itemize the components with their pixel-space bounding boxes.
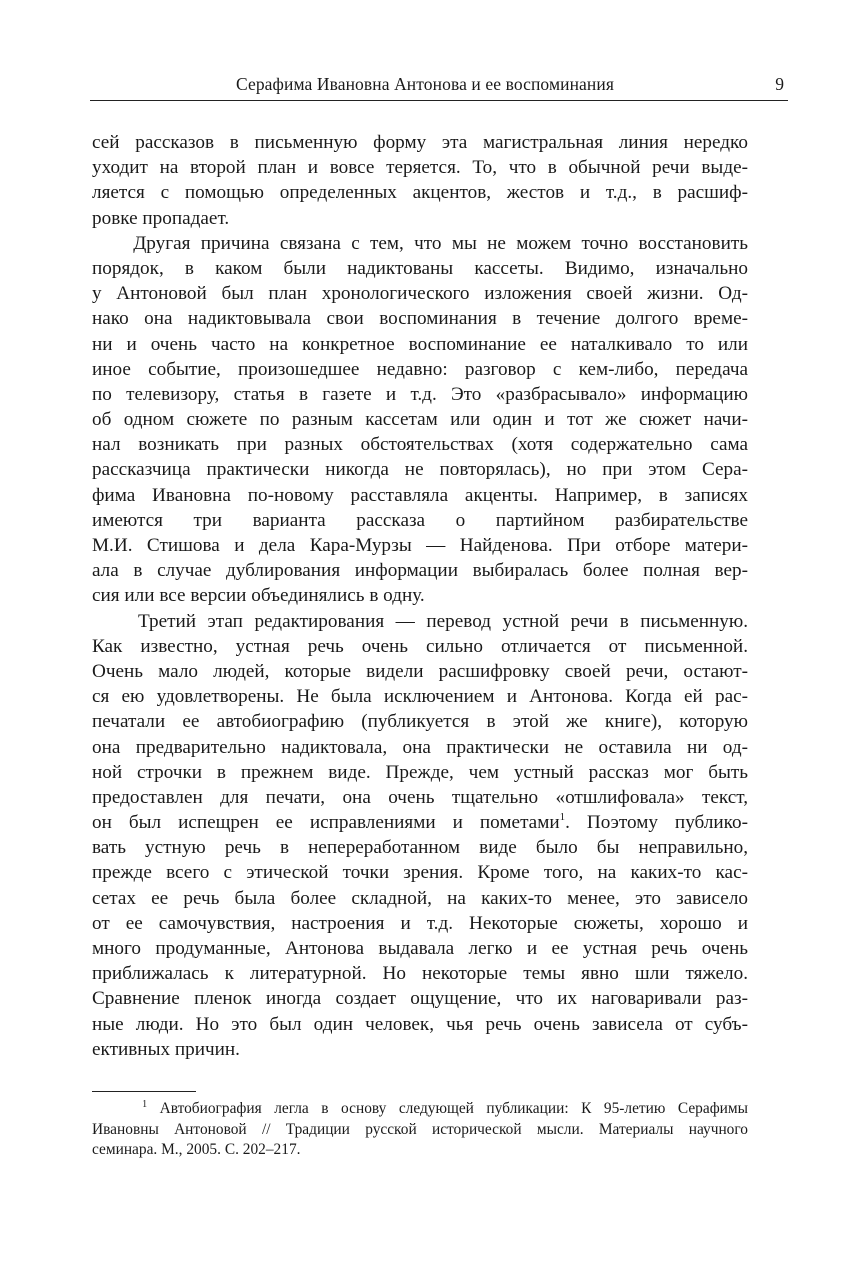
text-line: об одном сюжете по разным кассетам или один и тот же сюжет начи-: [92, 409, 748, 431]
text-line: по телевизору, статья в газете и т.д. Это «разбрасывало» информацию: [92, 383, 748, 405]
text-line: у Антоновой был план хронологического изложения своей жизни. Од-: [92, 283, 748, 305]
text-line: Как известно, устная речь очень сильно отличается от письменной.: [92, 635, 748, 657]
text-line: М.И. Стишова и дела Кара-Мурзы — Найденова. При отборе матери-: [92, 535, 748, 556]
text-line: сетах ее речь была более складной, на каких-то менее, это зависело: [92, 887, 748, 909]
text-line: ни и очень часто на конкретное воспоминание ее наталкивало то или: [92, 333, 748, 355]
text-line: сей рассказов в письменную форму эта магистральная линия нередко: [92, 132, 748, 153]
text-segment: он был испещрен ее исправлениями и пометами: [92, 812, 560, 834]
footnote-line: [92, 1099, 748, 1120]
text-line: она предварительно надиктовала, она практически не оставила ни од-: [92, 736, 748, 758]
text-line: прежде всего с этической точки зрения. Кроме того, на каких-то кас-: [92, 862, 748, 884]
text-segment: . Поэтому публико-: [565, 812, 748, 834]
text-line-with-footnote-ref: [92, 810, 748, 835]
text-line: ные люди. Но это был один человек, чья речь очень зависела от субъ-: [92, 1013, 748, 1035]
footnote-marker: 1: [142, 1099, 148, 1110]
footnotes: [92, 1099, 748, 1161]
text-line: вать устную речь в непереработанном виде было бы неправильно,: [92, 837, 748, 859]
footnote-line: семинара. М., 2005. С. 202–217.: [92, 1141, 301, 1158]
text-line: Третий этап редактирования — перевод устной речи в письменную.: [92, 610, 748, 632]
text-line: Другая причина связана с тем, что мы не можем точно восстановить: [92, 232, 748, 254]
footnote-line: Ивановны Антоновой // Традиции русской исторической мысли. Материалы научного: [92, 1120, 748, 1138]
running-header-title: Серафима Ивановна Антонова и ее воспоминания: [235, 74, 615, 94]
footnote-text: Автобиография легла в основу следующей публикации: К 95-летию Серафимы: [159, 1100, 748, 1117]
text-line: ровке пропадает.: [92, 207, 230, 229]
running-header: [90, 72, 788, 101]
text-line: фима Ивановна по-новому расставляла акценты. Например, в записях: [92, 484, 748, 506]
text-line: Очень мало людей, которые видели расшифровку своей речи, остают-: [92, 660, 748, 682]
text-line: ала в случае дублирования информации выбиралась более полная вер-: [92, 560, 748, 582]
text-line: нако она надиктовывала свои воспоминания в течение долгого време-: [92, 308, 748, 330]
text-line: Сравнение пленок иногда создает ощущение, что их наговаривали раз-: [92, 988, 748, 1010]
footnote-separator: [92, 1091, 196, 1092]
text-line: уходит на второй план и вовсе теряется. То, что в обычной речи выде-: [92, 157, 748, 179]
text-line: приближалась к литературной. Но некоторые темы явно шли тяжело.: [92, 963, 748, 985]
text-line: печатали ее автобиографию (публикуется в этой же книге), которую: [92, 711, 748, 733]
body-text: [92, 130, 748, 1062]
text-line: от ее самочувствия, настроения и т.д. Некоторые сюжеты, хорошо и: [92, 912, 748, 934]
text-line: иное событие, произошедшее недавно: разговор с кем-либо, передача: [92, 358, 748, 380]
text-line: нал возникать при разных обстоятельствах (хотя содержательно сама: [92, 434, 748, 456]
text-line: сия или все версии объединялись в одну.: [92, 585, 425, 607]
page-number: 9: [775, 74, 784, 94]
text-line: имеются три варианта рассказа о партийном разбирательстве: [92, 509, 748, 531]
text-line: порядок, в каком были надиктованы кассеты. Видимо, изначально: [92, 257, 748, 279]
text-line: ляется с помощью определенных акцентов, жестов и т.д., в расшиф-: [92, 182, 748, 204]
footnote-reference[interactable]: 1: [559, 811, 566, 824]
text-line: ся ею удовлетворены. Не была исключением и Антонова. Когда ей рас-: [92, 686, 748, 708]
text-line: ной строчки в прежнем виде. Прежде, чем устный рассказ мог быть: [92, 761, 748, 783]
text-line: много продуманные, Антонова выдавала легко и ее устная речь очень: [92, 938, 748, 959]
text-line: рассказчица практически никогда не повторялась), но при этом Сера-: [92, 459, 748, 481]
text-line: ективных причин.: [92, 1038, 240, 1060]
text-line: предоставлен для печати, она очень тщательно «отшлифовала» текст,: [92, 786, 748, 808]
